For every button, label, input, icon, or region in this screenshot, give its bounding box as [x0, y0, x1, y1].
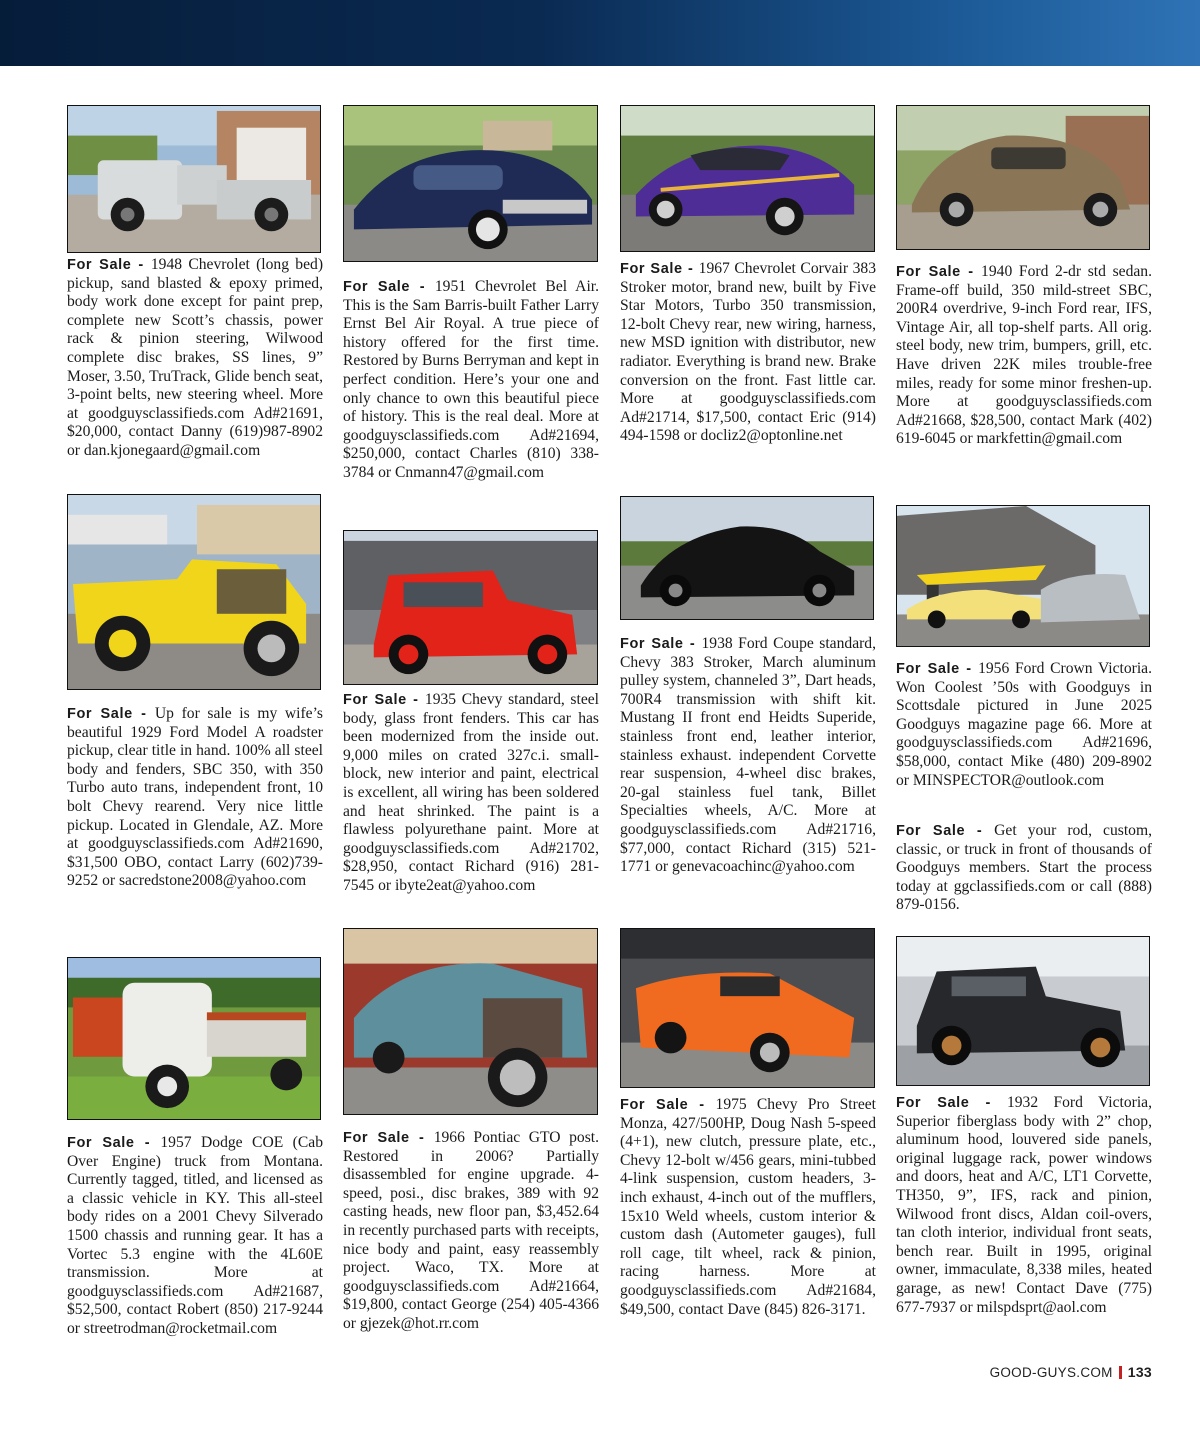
for-sale-label: For Sale - — [620, 261, 699, 277]
ad-description: 1938 Ford Coupe standard, Chevy 383 Stroker, March aluminum pulley system, channeled 3”, Dart heads, 700R4 transmission with shift kit. Mustang II front end Heidts Superide, stainless front end, leather interior, stainless exhaust. independent Corvette rear suspension, 4-wheel disc brakes, 20-gal stainless fuel tank, Billet Specialties wheels, A/C. More at goodguysclassifieds.com Ad#21716, $77,000, contact Richard (315) 521-1771 or genevacoachinc@yahoo.com — [620, 635, 877, 876]
ad-text-1957-dodge-coe — [67, 1134, 323, 1339]
ad-description: 1935 Chevy standard, steel body, glass front fenders. This car has been modernized from the inside out. 9,000 miles on crated 327c.i. small-block, new interior and paint, electrical is excellent, all wiring has been soldered and heat shrinked. The paint is a flawless polyurethane paint. More at goodguysclassifieds.com Ad#21702, $28,950, contact Richard (916) 281-7545 or ibyte2eat@yahoo.com — [343, 691, 599, 894]
ad-text-1951-bel-air — [343, 278, 599, 483]
ad-text-1948-chevrolet — [67, 256, 323, 461]
ad-description: Up for sale is my wife’s beautiful 1929 Ford Model A roadster pickup, clear title in hand. 100% all steel body and fenders, SBC 350, with 350 Turbo auto trans, independent front, 10 bolt Chevy rearend. Very nice little pickup. Located in Glendale, AZ. More at goodguysclassifieds.com Ad#21690, $31,500 OBO, contact Larry (602)739-9252 or sacredstone2008@yahoo.com — [67, 705, 323, 890]
for-sale-label: For Sale - — [896, 823, 995, 839]
ad-description: 1967 Chevrolet Corvair 383 Stroker motor, brand new, built by Five Star Motors, Turbo 350 transmission, 12-bolt Chevy rear, new wiring, harness, new MSD ignition with distributor, new radiator. Everything is brand new. Brake conversion on the front. Fast little car. More at goodguysclassifieds.com Ad#21714, $17,500, contact Eric (914) 494-1598 or docliz2@optonline.net — [620, 260, 877, 445]
ad-text-1966-pontiac-gto — [343, 1129, 599, 1334]
ad-description: 1932 Ford Victoria, Superior fiberglass body with 2” chop, aluminum hood, louvered side panels, original luggage rack, power windows and doors, heat and A/C, LT1 Corvette, TH350, 9”, IFS, rack and pinion, Wilwood front discs, Aldan coil-overs, tan cloth interior, individual front seats, bench rear. Built in 1995, original owner, immaculate, 8,338 miles, heated garage, as new! Contact Dave (775) 677-7937 or milspdsprt@aol.com — [896, 1094, 1152, 1316]
ad-description: 1956 Ford Crown Victoria. Won Coolest ’50s with Goodguys in Scottsdale pictured in June 2025 Goodguys magazine page 66. More at goodguysclassifieds.com Ad#21696, $58,000, contact Mike (480) 209-8902 or MINSPECTOR@outlook.com — [896, 660, 1153, 789]
ad-photo-1956-crown-victoria — [896, 505, 1150, 647]
ad-description: 1966 Pontiac GTO post. Restored in 2006? Partially disassembled for engine upgrade. 4-speed, posi., disc brakes, 389 with 92 casting heads, new floor pan, $3,452.64 in recently purchased parts with receipts, nice body and paint, easy reassembly project. Waco, TX. More at goodguysclassifieds.com Ad#21664, $19,800, contact George (254) 405-4366 or gjezek@hot.rr.com — [343, 1129, 599, 1332]
for-sale-label: For Sale - — [896, 1095, 1007, 1111]
footer-divider — [1119, 1366, 1122, 1379]
for-sale-label: For Sale - — [67, 706, 155, 722]
ad-description: Get your rod, custom, classic, or truck in front of thousands of Goodguys members. Start the process today at ggclassifieds.com or call (888) 879-0156. — [896, 822, 1152, 914]
ad-photo-1966-pontiac-gto — [343, 928, 598, 1115]
ad-photo-1967-corvair — [620, 105, 875, 252]
for-sale-label: For Sale - — [620, 636, 702, 652]
ad-text-1940-ford — [896, 263, 1152, 449]
page-footer — [990, 1364, 1152, 1380]
for-sale-label: For Sale - — [343, 692, 425, 708]
ad-description: 1948 Chevrolet (long bed) pickup, sand blasted & epoxy primed, body work done except for paint prep, complete new Scott’s chassis, power rack & pinion steering, Wilwood complete disc brakes, SS lines, 9” Moser, 3.50, TruTrack, Glide bench seat, 3-point belts, new steering wheel. More at goodguysclassifieds.com Ad#21691, $20,000, contact Danny (619)987-8902 or dan.kjonegaard@gmail.com — [67, 256, 324, 459]
ad-description: 1940 Ford 2-dr std sedan. Frame-off build, 350 mild-street SBC, 200R4 overdrive, 9-inch Ford rear, IFS, Vintage Air, all top-shelf parts. All orig. steel body, new trim, bumpers, grill, etc. Have driven 22K miles trouble-free miles, ready for some minor freshen-up. More at goodguysclassifieds.com Ad#21668, $28,500, contact Mark (402) 619-6045 or markfettin@gmail.com — [896, 263, 1152, 448]
ad-photo-1935-chevy — [343, 530, 598, 685]
header-bar — [0, 0, 1200, 66]
for-sale-label: For Sale - — [896, 264, 982, 280]
ad-description: 1975 Chevy Pro Street Monza, 427/500HP, Doug Nash 5-speed (4+1), new clutch, pressure plate, etc., Chevy 12-bolt w/456 gears, mini-tubbed 4-link suspension, custom headers, 3-inch exhaust, 4-inch out of the mufflers, 15x10 Weld wheels, custom interior & custom dash (Autometer gauges), full roll cage, tilt wheel, rack & pinion, racing harness. More at goodguysclassifieds.com Ad#21684, $49,500, contact Dave (845) 826-3171. — [620, 1096, 876, 1318]
footer-site: GOOD-GUYS.COM — [989, 1364, 1113, 1380]
page-number: 133 — [1127, 1364, 1152, 1380]
for-sale-label: For Sale - — [343, 1130, 434, 1146]
ad-text-1956-crown-victoria — [896, 660, 1152, 790]
ad-text-1975-chevy-monza — [620, 1096, 876, 1319]
ad-text-1935-chevy — [343, 691, 599, 896]
for-sale-label: For Sale - — [896, 661, 979, 677]
ad-text-promo — [896, 822, 1152, 915]
ad-photo-1938-ford-coupe — [620, 496, 874, 620]
for-sale-label: For Sale - — [67, 1135, 161, 1151]
ad-description: 1957 Dodge COE (Cab Over Engine) truck from Montana. Currently tagged, titled, and licensed as a classic vehicle in KY. This all-steel body rides on a 2001 Chevy Silverado 1500 chassis and running gear. It has a Vortec 5.3 engine with the 4L60E transmission. More at goodguysclassifieds.com Ad#21687, $52,500, contact Robert (850) 217-9244 or streetrodman@rocketmail.com — [67, 1134, 323, 1337]
for-sale-label: For Sale - — [67, 257, 151, 273]
ad-text-1932-ford-victoria — [896, 1094, 1152, 1317]
for-sale-label: For Sale - — [620, 1097, 716, 1113]
ad-photo-1948-chevrolet — [67, 105, 321, 253]
ad-photo-1940-ford — [896, 105, 1150, 250]
ad-text-1967-corvair — [620, 260, 876, 446]
ad-text-1938-ford-coupe — [620, 635, 876, 877]
ad-photo-1932-ford-victoria — [896, 936, 1150, 1086]
ad-description: 1951 Chevrolet Bel Air. This is the Sam Barris-built Father Larry Ernst Bel Air Royal. A true piece of history offered for the first time. Restored by Burns Berryman and kept in perfect condition. Here’s your one and only chance to own this beautiful piece of history. This is the real deal. More at goodguysclassifieds.com Ad#21694, $250,000, contact Charles (810) 338-3784 or Cnmann47@gmail.com — [343, 278, 600, 481]
for-sale-label: For Sale - — [343, 279, 435, 295]
ad-text-1929-model-a — [67, 705, 323, 891]
ad-photo-1929-model-a — [67, 494, 321, 690]
ad-photo-1957-dodge-coe — [67, 957, 321, 1120]
ad-photo-1975-chevy-monza — [620, 928, 875, 1088]
ad-photo-1951-bel-air — [343, 105, 598, 262]
